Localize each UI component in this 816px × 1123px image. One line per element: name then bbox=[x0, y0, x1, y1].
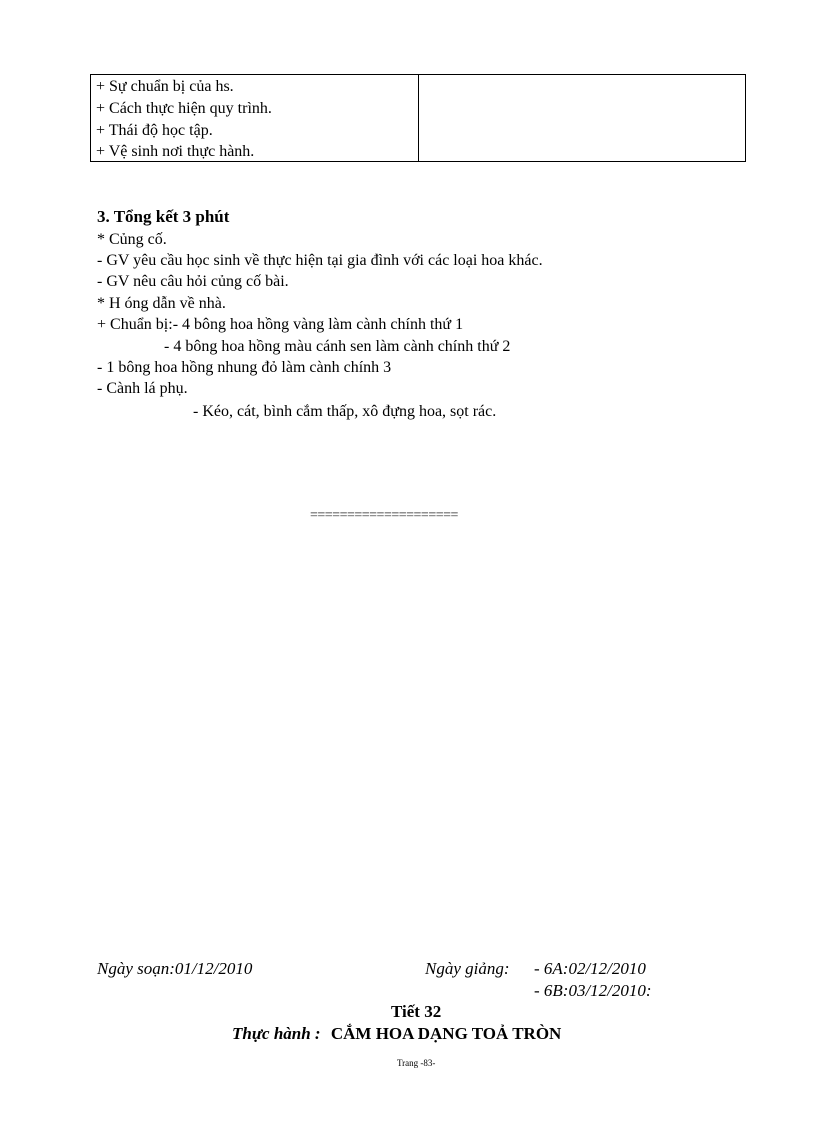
section-line-7: - 1 bông hoa hồng nhung đỏ làm cành chính 3 bbox=[97, 359, 392, 376]
lesson-title: CẮM HOA DẠNG TOẢ TRÒN bbox=[330, 1024, 562, 1043]
section-line-5: + Chuẩn bị:- 4 bông hoa hồng vàng làm cành chính thứ 1 bbox=[97, 316, 464, 333]
class-6b-date: - 6B:03/12/2010: bbox=[534, 981, 652, 1000]
lesson-title-line bbox=[232, 1024, 561, 1044]
section-line-1: * Củng cố. bbox=[97, 231, 167, 248]
separator-line: ==================== bbox=[310, 508, 458, 523]
table-line-3: + Thái độ học tập. bbox=[96, 122, 213, 139]
ngay-giang-label: Ngày giảng: bbox=[425, 959, 510, 978]
table-line-1: + Sự chuẩn bị của hs. bbox=[96, 78, 234, 95]
table-line-2: + Cách thực hiện quy trình. bbox=[96, 100, 272, 117]
section-line-6: - 4 bông hoa hồng màu cánh sen làm cành chính thứ 2 bbox=[164, 338, 511, 355]
table-line-4: + Vệ sinh nơi thực hành. bbox=[96, 143, 255, 160]
class-6a-date: - 6A:02/12/2010 bbox=[534, 959, 646, 978]
section-heading: 3. Tổng kết 3 phút bbox=[97, 207, 230, 226]
thuc-hanh-label: Thực hành : bbox=[232, 1024, 321, 1043]
ngay-soan: Ngày soạn:01/12/2010 bbox=[97, 959, 253, 978]
page-number: Trang -83- bbox=[397, 1058, 436, 1068]
section-line-2: - GV yêu cầu học sinh về thực hiện tại gia đình với các loại hoa khác. bbox=[97, 252, 543, 269]
section-line-9: - Kéo, cát, bình cắm thấp, xô đựng hoa, sọt rác. bbox=[193, 403, 497, 420]
tiet-number: Tiết 32 bbox=[391, 1002, 442, 1021]
section-line-8: - Cành lá phụ. bbox=[97, 380, 188, 397]
section-line-4: * H óng dẫn về nhà. bbox=[97, 295, 226, 312]
table-divider bbox=[418, 75, 419, 161]
section-line-3: - GV nêu câu hỏi củng cố bài. bbox=[97, 273, 289, 290]
evaluation-table bbox=[90, 74, 746, 162]
